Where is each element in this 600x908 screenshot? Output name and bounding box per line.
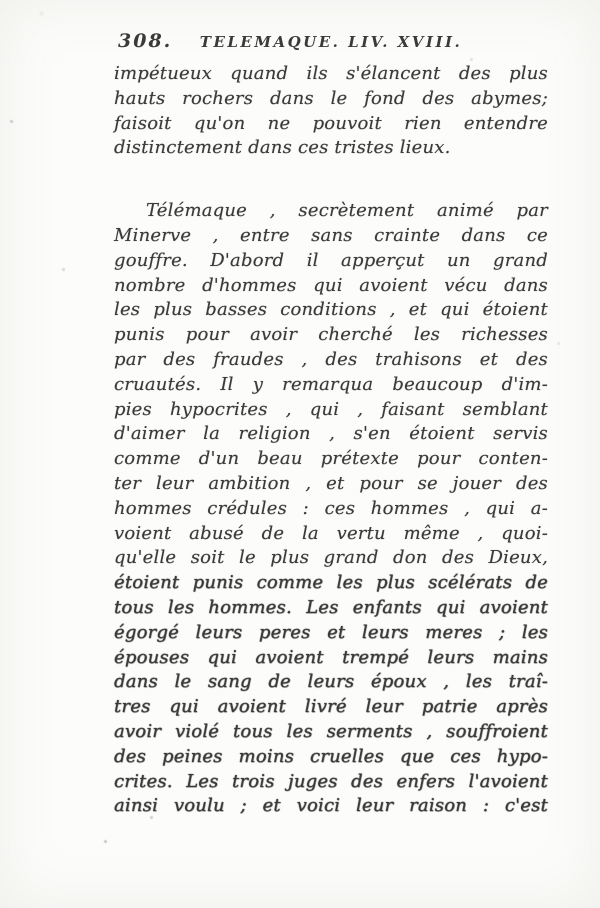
- text-line: Minerve , entre sans crainte dans ce: [114, 224, 548, 246]
- text-line: par des fraudes , des trahisons et des: [114, 348, 548, 370]
- text-line: qu'elle soit le plus grand don des Dieux,: [114, 547, 548, 569]
- text-block: [114, 62, 548, 819]
- text-line: tous les hommes. Les enfants qui avoient: [114, 596, 548, 618]
- text-line: pies hypocrites , qui , faisant semblant: [114, 398, 548, 420]
- text-line: cruautés. Il y remarqua beaucoup d'im-: [114, 373, 548, 395]
- text-line: nombre d'hommes qui avoient vécu dans: [114, 274, 548, 296]
- text-line: avoir violé tous les serments , souffroient: [114, 720, 548, 742]
- text-line: gouffre. D'abord il apperçut un grand: [114, 249, 548, 271]
- text-line: ter leur ambition , et pour se jouer des: [114, 472, 548, 494]
- text-line: épouses qui avoient trempé leurs mains: [114, 646, 548, 668]
- text-line: crites. Les trois juges des enfers l'avoient: [114, 770, 548, 792]
- paragraph: [114, 199, 548, 819]
- text-line: les plus basses conditions , et qui étoient: [114, 299, 548, 321]
- text-line: d'aimer la religion , s'en étoient servis: [114, 423, 548, 445]
- page-number: 308.: [118, 30, 173, 52]
- text-line: distinctement dans ces tristes lieux.: [114, 137, 451, 159]
- text-line: hommes crédules : ces hommes , qui a-: [114, 497, 548, 519]
- text-line: faisoit qu'on ne pouvoit rien entendre: [114, 112, 548, 134]
- text-line: punis pour avoir cherché les richesses: [114, 324, 548, 346]
- text-line: dans le sang de leurs époux , les traî-: [114, 671, 548, 693]
- text-line: tres qui avoient livré leur patrie après: [114, 696, 548, 718]
- text-line: étoient punis comme les plus scélérats de: [114, 572, 548, 594]
- page-header: [114, 30, 548, 56]
- text-line: Télémaque , secrètement animé par: [146, 200, 548, 222]
- paragraph: [114, 62, 548, 161]
- text-line: égorgé leurs peres et leurs meres ; les: [114, 621, 548, 643]
- text-line: voient abusé de la vertu même , quoi-: [114, 522, 548, 544]
- text-line: comme d'un beau prétexte pour conten-: [114, 448, 548, 470]
- text-line: ainsi voulu ; et voici leur raison : c'est: [114, 795, 548, 817]
- text-line: hauts rochers dans le fond des abymes;: [114, 87, 548, 109]
- scan-noise-speck: [0, 0, 3, 3]
- text-line: des peines moins cruelles que ces hypo-: [114, 745, 548, 767]
- text-line: impétueux quand ils s'élancent des plus: [114, 63, 548, 84]
- running-title: TELEMAQUE. LIV. XVIII.: [199, 33, 463, 51]
